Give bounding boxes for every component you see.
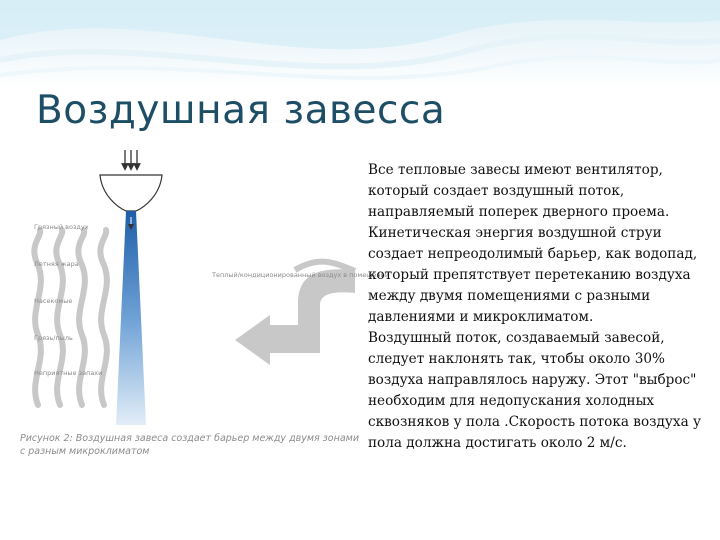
intake-arrows bbox=[125, 150, 137, 167]
figure-caption: Рисунок 2: Воздушная завеса создает барьер между двумя зонами с разным микроклиматом bbox=[20, 433, 359, 457]
slide-body-text bbox=[368, 160, 713, 454]
air-jet bbox=[116, 211, 146, 425]
header-wave-decoration bbox=[0, 0, 720, 90]
paragraph-2: Воздушный поток, создаваемый завесой, следует наклонять так, чтобы около 30% воздуха направлялось наружу. Этот "выброс" необходим для недопускания холодных сквозняков у пола .Скорость потока воздуха у пола должна достигать около 2 м/с. bbox=[368, 330, 702, 451]
air-curtain-figure bbox=[20, 145, 390, 465]
indoor-air-curl bbox=[295, 262, 355, 271]
label-insects: Насекомые bbox=[34, 297, 73, 305]
paragraph-1: Все тепловые завесы имеют вентилятор, который создает воздушный поток, направляемый поперек дверного проема. Кинетическая энергия воздушной струи создает непреодолимый барьер, как водопад, который препятствует перетеканию воздуха между двумя помещениями с разными давлениями и микроклиматом. bbox=[368, 162, 698, 325]
label-odors: Неприятные запахи bbox=[34, 369, 103, 377]
air-curtain-diagram bbox=[20, 145, 390, 435]
fan-housing bbox=[100, 175, 162, 211]
label-dirty-air: Грязный воздух bbox=[34, 223, 89, 231]
outside-air-coils bbox=[34, 230, 107, 405]
slide-title: Воздушная завесса bbox=[36, 88, 446, 133]
label-indoor-air: Теплый/кондиционированный воздух в помещении bbox=[212, 271, 390, 279]
indoor-air-arrow bbox=[235, 269, 355, 365]
label-summer-heat: Летняя жара bbox=[34, 260, 79, 268]
label-dirt-dust: Грязь/пыль bbox=[34, 334, 73, 342]
